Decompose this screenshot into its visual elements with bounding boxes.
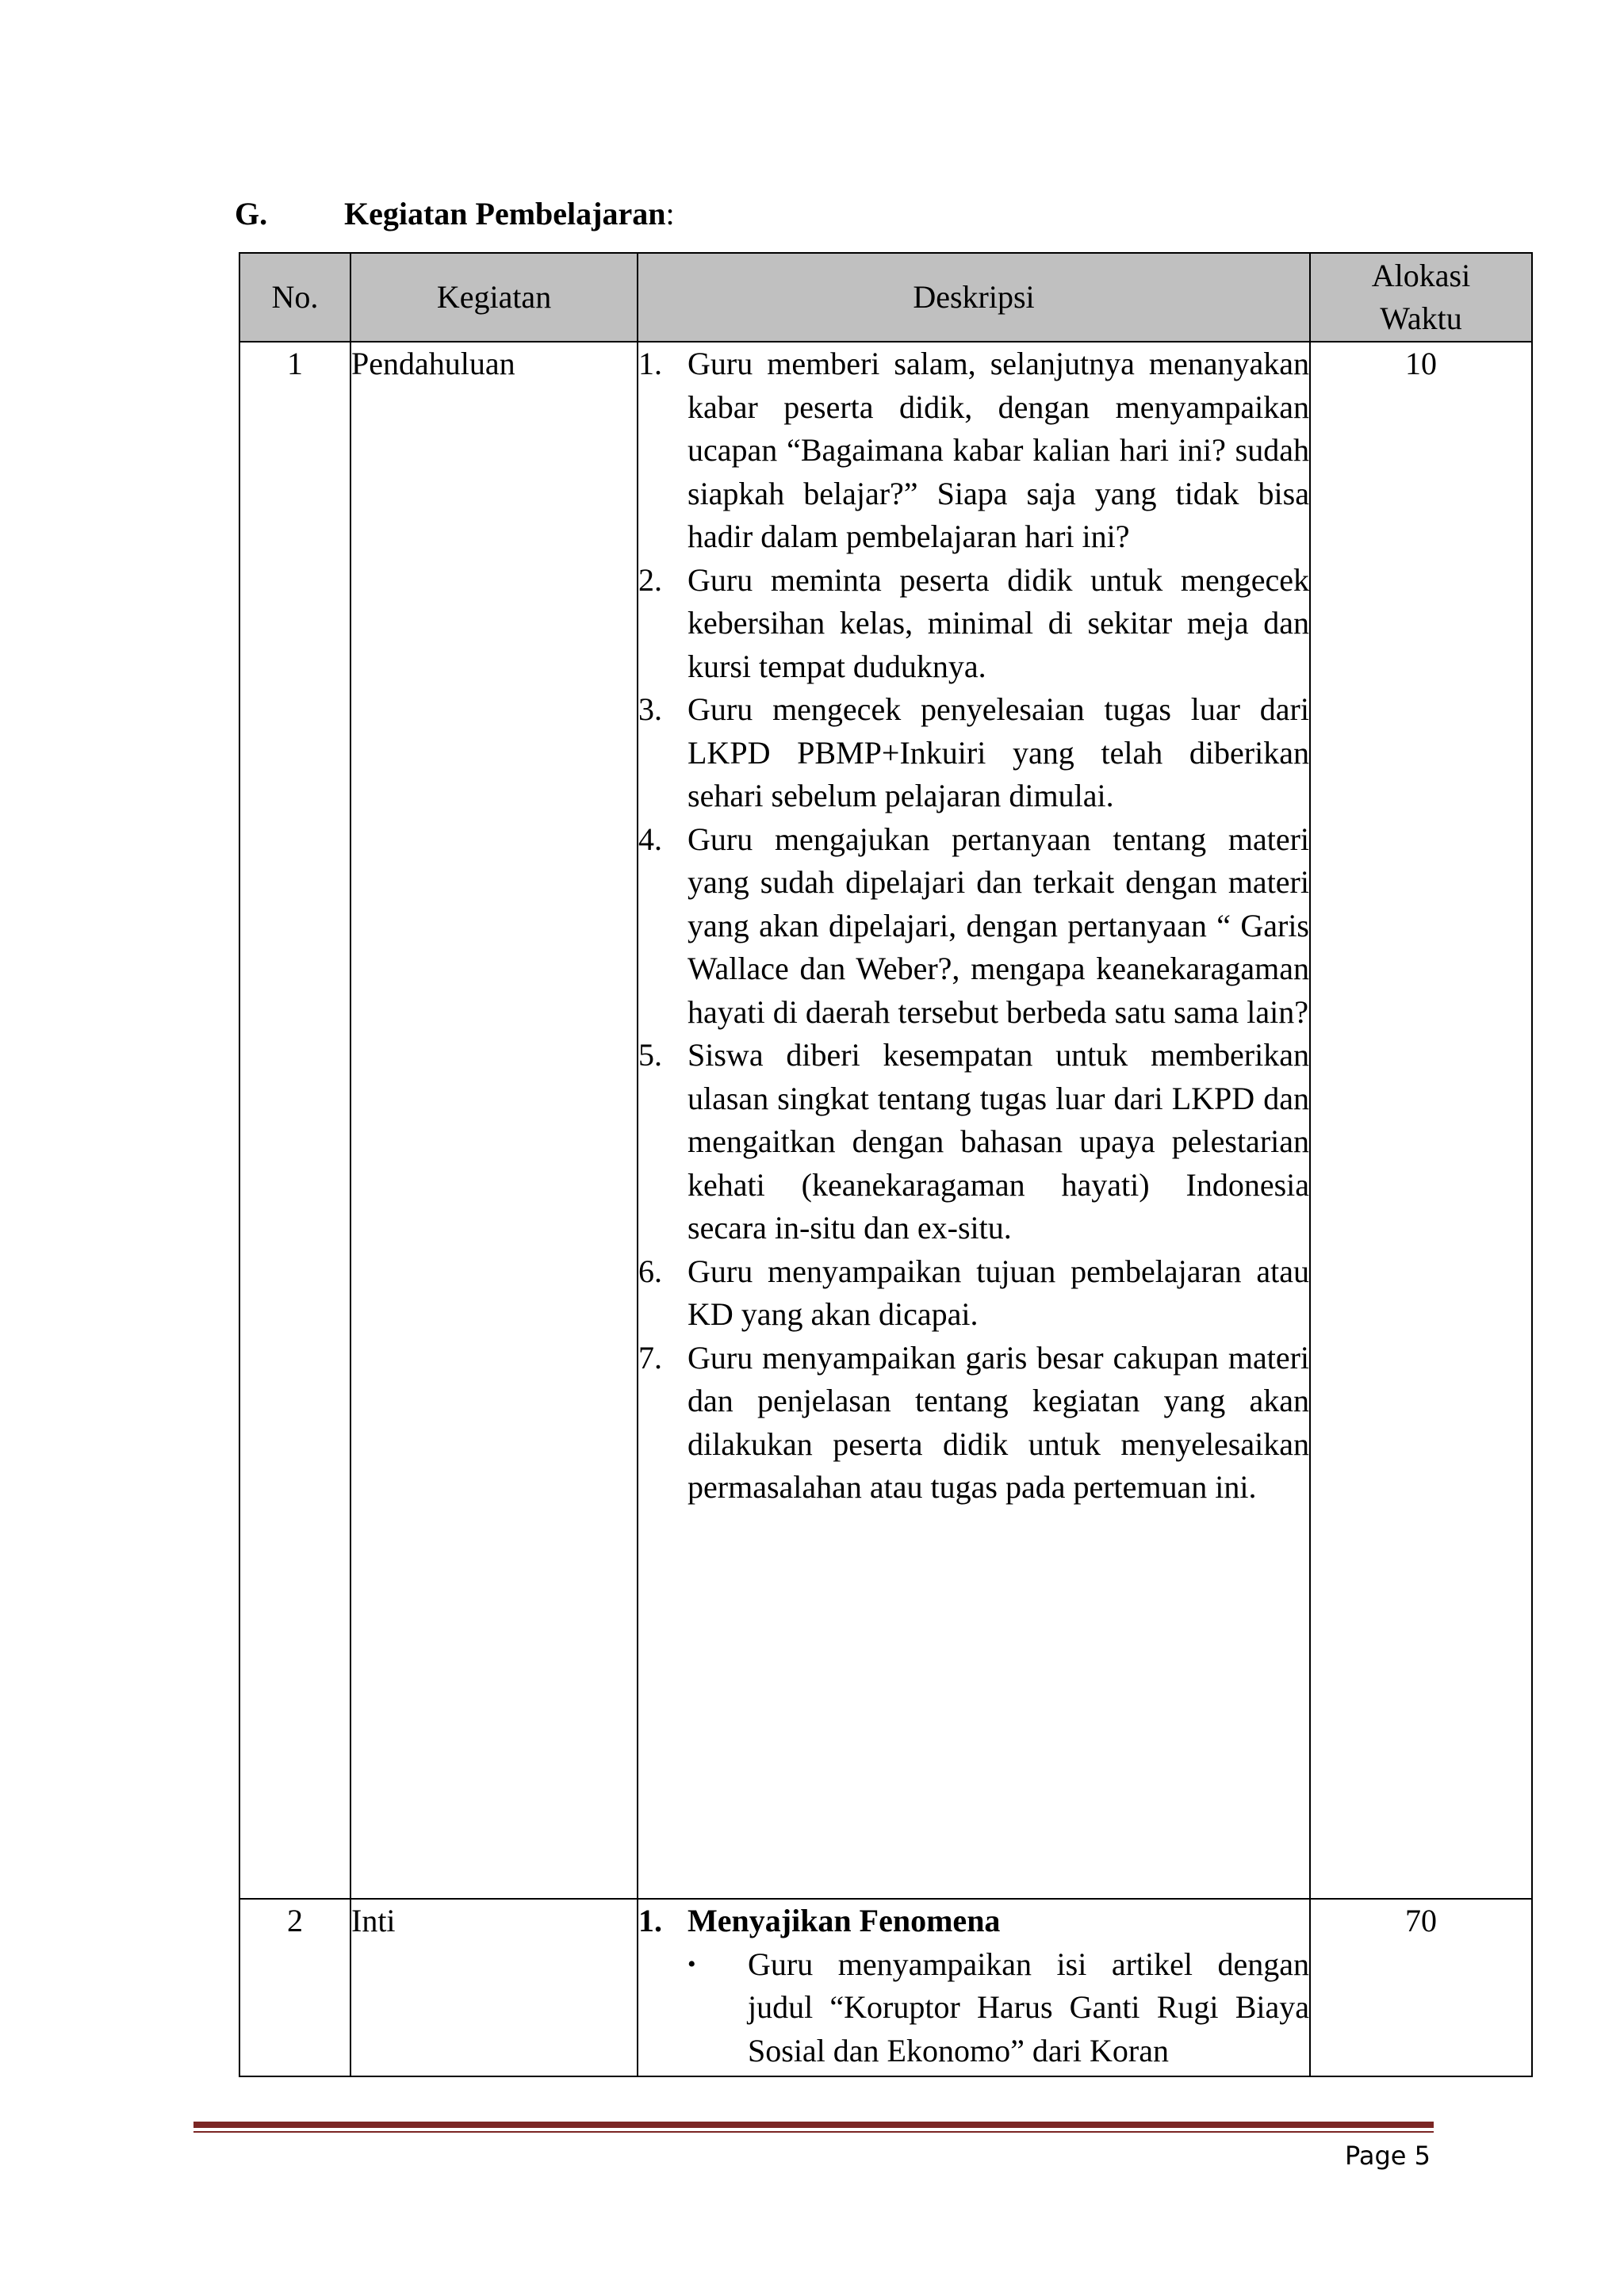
header-kegiatan: Kegiatan	[350, 253, 638, 342]
list-item-text: Siswa diberi kesempatan untuk memberikan ulasan singkat tentang tugas luar dari LKPD dan mengaitkan dengan bahasan upaya pelestarian kehati (keanekaragaman hayati) Indonesia secara in-situ dan ex-situ.	[688, 1037, 1309, 1246]
row-no: 1	[239, 342, 350, 1899]
list-item	[638, 688, 1309, 818]
list-item-number: 1.	[638, 346, 662, 381]
header-alokasi-line1: Alokasi	[1371, 258, 1471, 293]
row-no: 2	[239, 1899, 350, 2076]
phase-title	[638, 1900, 1309, 1943]
list-item	[638, 1337, 1309, 1510]
page-number: Page 5	[1345, 2141, 1431, 2171]
list-item	[638, 559, 1309, 689]
list-item-text: Guru meminta peserta didik untuk mengecek kebersihan kelas, minimal di sekitar meja dan kursi tempat duduknya.	[688, 561, 1309, 684]
list-item	[638, 818, 1309, 1035]
table-header-row	[239, 253, 1532, 342]
row-deskripsi	[638, 1899, 1310, 2076]
list-item-number: 3.	[638, 691, 662, 727]
bullet-list	[638, 1943, 1309, 2073]
header-deskripsi: Deskripsi	[638, 253, 1310, 342]
footer-rule-thin	[193, 2131, 1434, 2133]
list-item-number: 7.	[638, 1339, 662, 1376]
row-alokasi: 10	[1310, 342, 1532, 1899]
phase-number: 1.	[638, 1903, 662, 1938]
footer-rule	[193, 2122, 1434, 2128]
list-item-text: Guru memberi salam, selanjutnya menanyakan kabar peserta didik, dengan menyampaikan ucapan “Bagaimana kabar kalian hari ini? sudah siapkah belajar?” Siapa saja yang tidak bisa hadir dalam pembelajaran hari ini?	[688, 346, 1309, 554]
section-colon: :	[665, 196, 675, 232]
row-kegiatan: Pendahuluan	[350, 342, 638, 1899]
table-row	[239, 1899, 1532, 2076]
list-item	[688, 1943, 1309, 2073]
header-alokasi-line2: Waktu	[1380, 300, 1462, 336]
list-item	[638, 342, 1309, 559]
activities-table	[239, 252, 1533, 2077]
section-title: Kegiatan Pembelajaran	[344, 196, 666, 232]
list-item-text: Guru mengecek penyelesaian tugas luar dari LKPD PBMP+Inkuiri yang telah diberikan sehari sebelum pelajaran dimulai.	[688, 691, 1309, 813]
list-item-number: 5.	[638, 1037, 662, 1073]
list-item-number: 2.	[638, 561, 662, 598]
list-item-text: Guru menyampaikan isi artikel dengan judul “Koruptor Harus Ganti Rugi Biaya Sosial dan Ekonomo” dari Koran	[748, 1946, 1309, 2068]
list-item	[638, 1034, 1309, 1250]
section-letter: G.	[235, 196, 268, 232]
list-item-text: Guru menyampaikan tujuan pembelajaran atau KD yang akan dicapai.	[688, 1253, 1309, 1332]
header-no: No.	[239, 253, 350, 342]
section-heading	[235, 195, 675, 232]
phase-title-text: Menyajikan Fenomena	[688, 1903, 1001, 1938]
row-deskripsi	[638, 342, 1310, 1899]
row-alokasi: 70	[1310, 1899, 1532, 2076]
table-row	[239, 342, 1532, 1899]
list-item-text: Guru menyampaikan garis besar cakupan materi dan penjelasan tentang kegiatan yang akan dilakukan peserta didik untuk menyelesaikan permasalahan atau tugas pada pertemuan ini.	[688, 1339, 1309, 1505]
list-item-number: 6.	[638, 1253, 662, 1289]
bullet-icon: •	[688, 1950, 696, 1977]
list-item	[638, 1250, 1309, 1337]
description-list	[638, 342, 1309, 1510]
list-item-text: Guru mengajukan pertanyaan tentang materi yang sudah dipelajari dan terkait dengan materi yang akan dipelajari, dengan pertanyaan “ Garis Wallace dan Weber?, mengapa keanekaragaman hayati di daerah tersebut berbeda satu sama lain?	[688, 821, 1309, 1030]
header-alokasi	[1310, 253, 1532, 342]
row-kegiatan: Inti	[350, 1899, 638, 2076]
list-item-number: 4.	[638, 821, 662, 857]
